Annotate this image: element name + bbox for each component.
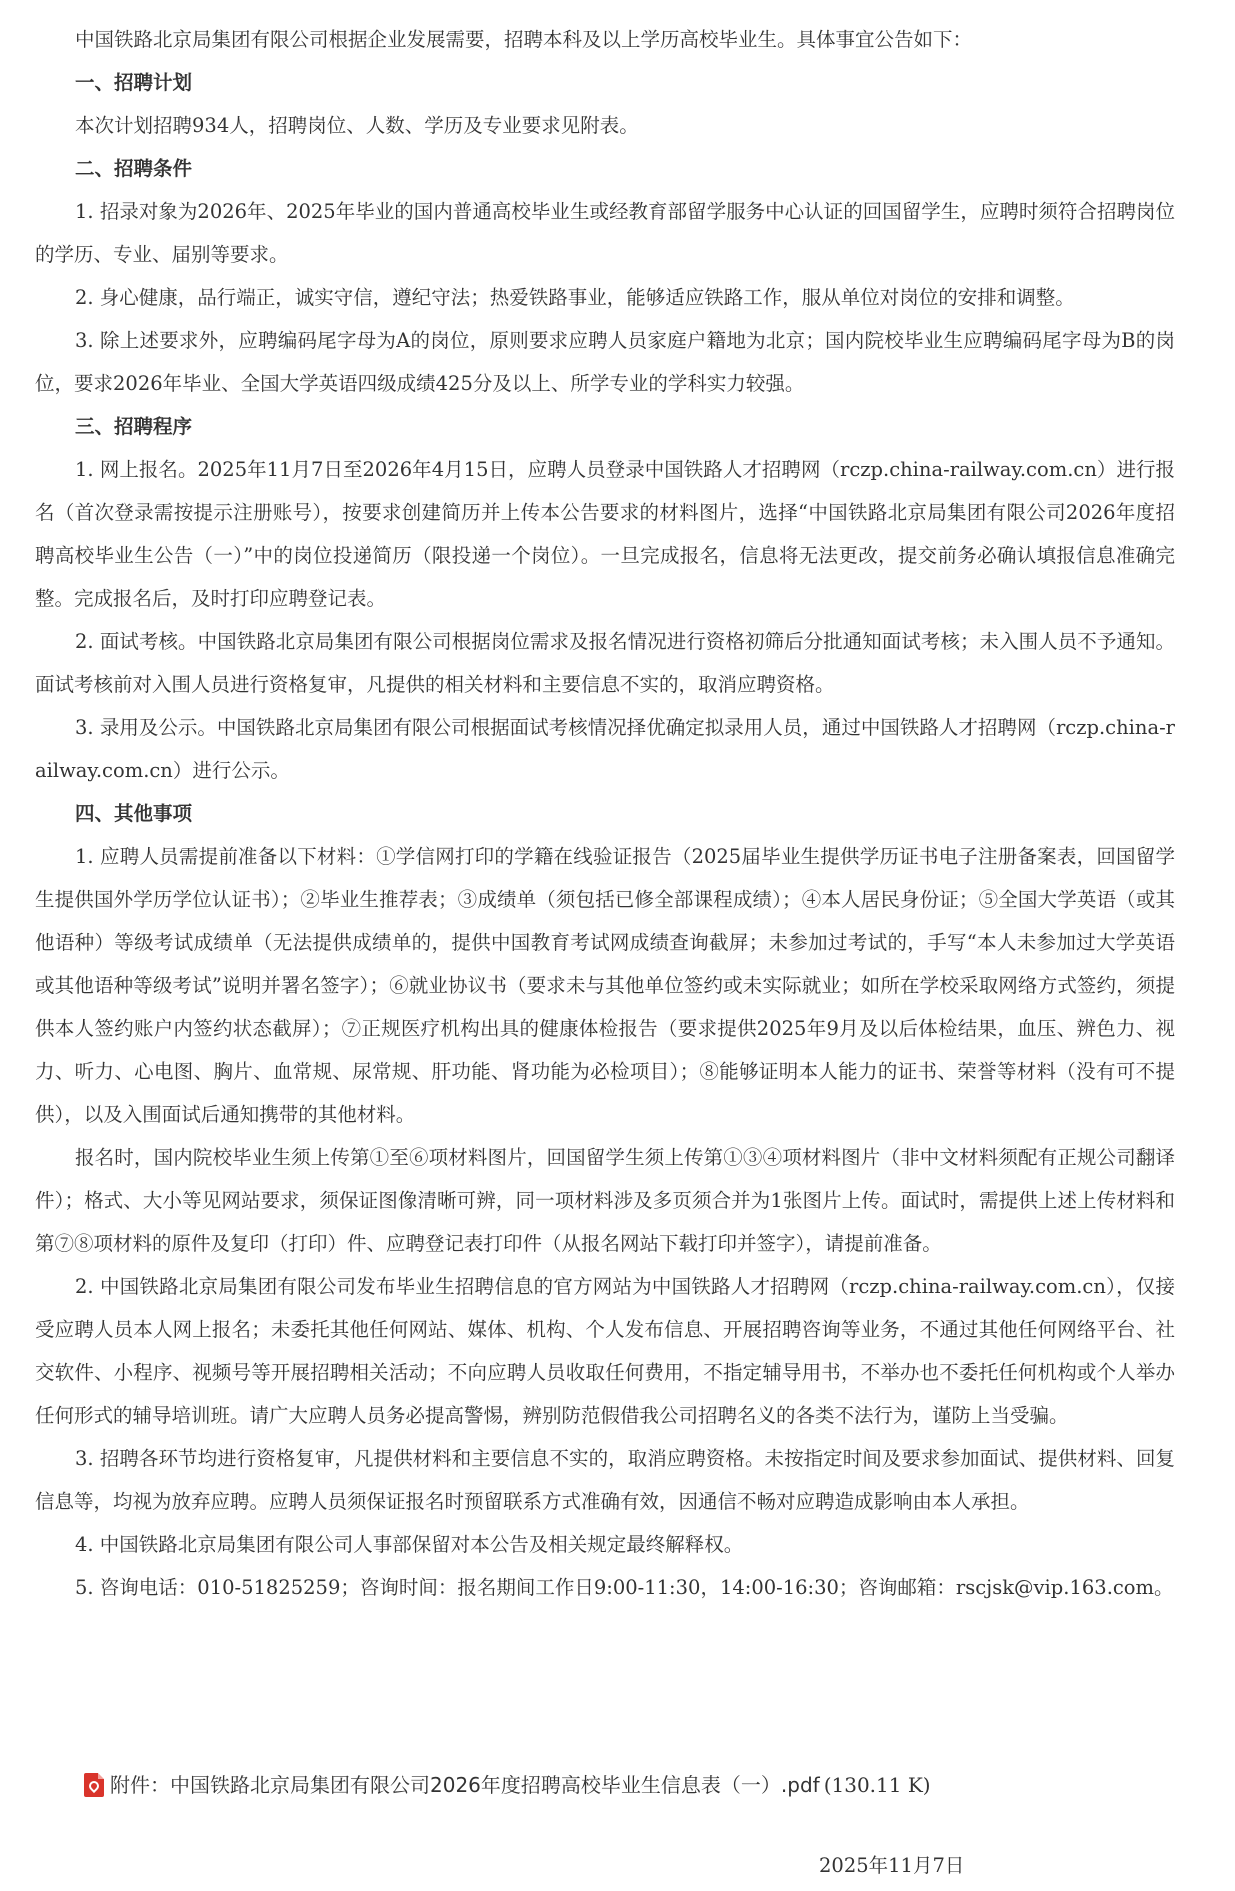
- procedure-paragraph-2: 2. 面试考核。中国铁路北京局集团有限公司根据岗位需求及报名情况进行资格初筛后分批通知面试考核；未入围人员不予通知。面试考核前对入围人员进行资格复审，凡提供的相关材料和主要信息不实的，取消应聘资格。: [35, 630, 1175, 696]
- condition-paragraph-1: 1. 招录对象为2026年、2025年毕业的国内普通高校毕业生或经教育部留学服务中心认证的回国留学生，应聘时须符合招聘岗位的学历、专业、届别等要求。: [35, 200, 1175, 266]
- procedure-paragraph-1: 1. 网上报名。2025年11月7日至2026年4月15日，应聘人员登录中国铁路人才招聘网（rczp.china-railway.com.cn）进行报名（首次登录需按提示注册账号），按要求创建简历并上传本公告要求的材料图片，选择“中国铁路北京局集团有限公司2026年度招聘高校毕业生公告（一）”中的岗位投递简历（限投递一个岗位）。一旦完成报名，信息将无法更改，提交前务必确认填报信息准确完整。完成报名后，及时打印应聘登记表。: [35, 458, 1175, 610]
- other-paragraph-5: 4. 中国铁路北京局集团有限公司人事部保留对本公告及相关规定最终解释权。: [75, 1533, 744, 1556]
- attachment-link[interactable]: 附件：中国铁路北京局集团有限公司2026年度招聘高校毕业生信息表（一）.pdf: [110, 1773, 820, 1797]
- other-paragraph-1: 1. 应聘人员需提前准备以下材料：①学信网打印的学籍在线验证报告（2025届毕业生提供学历证书电子注册备案表，回国留学生提供国外学历学位认证书）；②毕业生推荐表；③成绩单（须包括已修全部课程成绩）；④本人居民身份证；⑤全国大学英语（或其他语种）等级考试成绩单（无法提供成绩单的，提供中国教育考试网成绩查询截屏；未参加过考试的，手写“本人未参加过大学英语或其他语种等级考试”说明并署名签字）；⑥就业协议书（要求未与其他单位签约或未实际就业；如所在学校采取网络方式签约，须提供本人签约账户内签约状态截屏）；⑦正规医疗机构出具的健康体检报告（要求提供2025年9月及以后体检结果，血压、辨色力、视力、听力、心电图、胸片、血常规、尿常规、肝功能、肾功能为必检项目）；⑧能够证明本人能力的证书、荣誉等材料（没有可不提供），以及入围面试后通知携带的其他材料。: [35, 845, 1175, 1126]
- other-paragraph-3: 2. 中国铁路北京局集团有限公司发布毕业生招聘信息的官方网站为中国铁路人才招聘网（rczp.china-railway.com.cn），仅接受应聘人员本人网上报名；未委托其他任何网站、媒体、机构、个人发布信息、开展招聘咨询等业务，不通过其他任何网络平台、社交软件、小程序、视频号等开展招聘相关活动；不向应聘人员收取任何费用，不指定辅导用书，不举办也不委托任何机构或个人举办任何形式的辅导培训班。请广大应聘人员务必提高警惕，辨别防范假借我公司招聘名义的各类不法行为，谨防上当受骗。: [35, 1275, 1175, 1427]
- condition-paragraph-2: 2. 身心健康，品行端正，诚实守信，遵纪守法；热爱铁路事业，能够适应铁路工作，服从单位对岗位的安排和调整。: [75, 286, 1075, 309]
- section-heading-procedure: 三、招聘程序: [75, 415, 193, 438]
- section-heading-conditions: 二、招聘条件: [75, 157, 193, 180]
- other-paragraph-6: 5. 咨询电话：010-51825259；咨询时间：报名期间工作日9:00-11:30，14:00-16:30；咨询邮箱：rscjsk@vip.163.com。: [75, 1576, 1174, 1599]
- other-paragraph-2: 报名时，国内院校毕业生须上传第①至⑥项材料图片，回国留学生须上传第①③④项材料图片（非中文材料须配有正规公司翻译件）；格式、大小等见网站要求，须保证图像清晰可辨，同一项材料涉及多页须合并为1张图片上传。面试时，需提供上述上传材料和第⑦⑧项材料的原件及复印（打印）件、应聘登记表打印件（从报名网站下载打印并签字），请提前准备。: [35, 1146, 1175, 1255]
- section-heading-other: 四、其他事项: [75, 802, 193, 825]
- publish-date: 2025年11月7日: [819, 1854, 965, 1877]
- condition-paragraph-3: 3. 除上述要求外，应聘编码尾字母为A的岗位，原则要求应聘人员家庭户籍地为北京；国内院校毕业生应聘编码尾字母为B的岗位，要求2026年毕业、全国大学英语四级成绩425分及以上、所学专业的学科实力较强。: [35, 329, 1175, 395]
- attachment[interactable]: [84, 1767, 931, 1803]
- section-heading-plan: 一、招聘计划: [75, 71, 193, 94]
- attachment-size: (130.11 K): [823, 1773, 931, 1797]
- pdf-icon: [84, 1773, 104, 1797]
- plan-paragraph: 本次计划招聘934人，招聘岗位、人数、学历及专业要求见附表。: [75, 114, 639, 137]
- announcement-body: [35, 18, 1175, 1609]
- other-paragraph-4: 3. 招聘各环节均进行资格复审，凡提供材料和主要信息不实的，取消应聘资格。未按指定时间及要求参加面试、提供材料、回复信息等，均视为放弃应聘。应聘人员须保证报名时预留联系方式准确有效，因通信不畅对应聘造成影响由本人承担。: [35, 1447, 1175, 1513]
- intro-paragraph: 中国铁路北京局集团有限公司根据企业发展需要，招聘本科及以上学历高校毕业生。具体事宜公告如下：: [75, 28, 973, 51]
- procedure-paragraph-3: 3. 录用及公示。中国铁路北京局集团有限公司根据面试考核情况择优确定拟录用人员，通过中国铁路人才招聘网（rczp.china-railway.com.cn）进行公示。: [35, 716, 1175, 782]
